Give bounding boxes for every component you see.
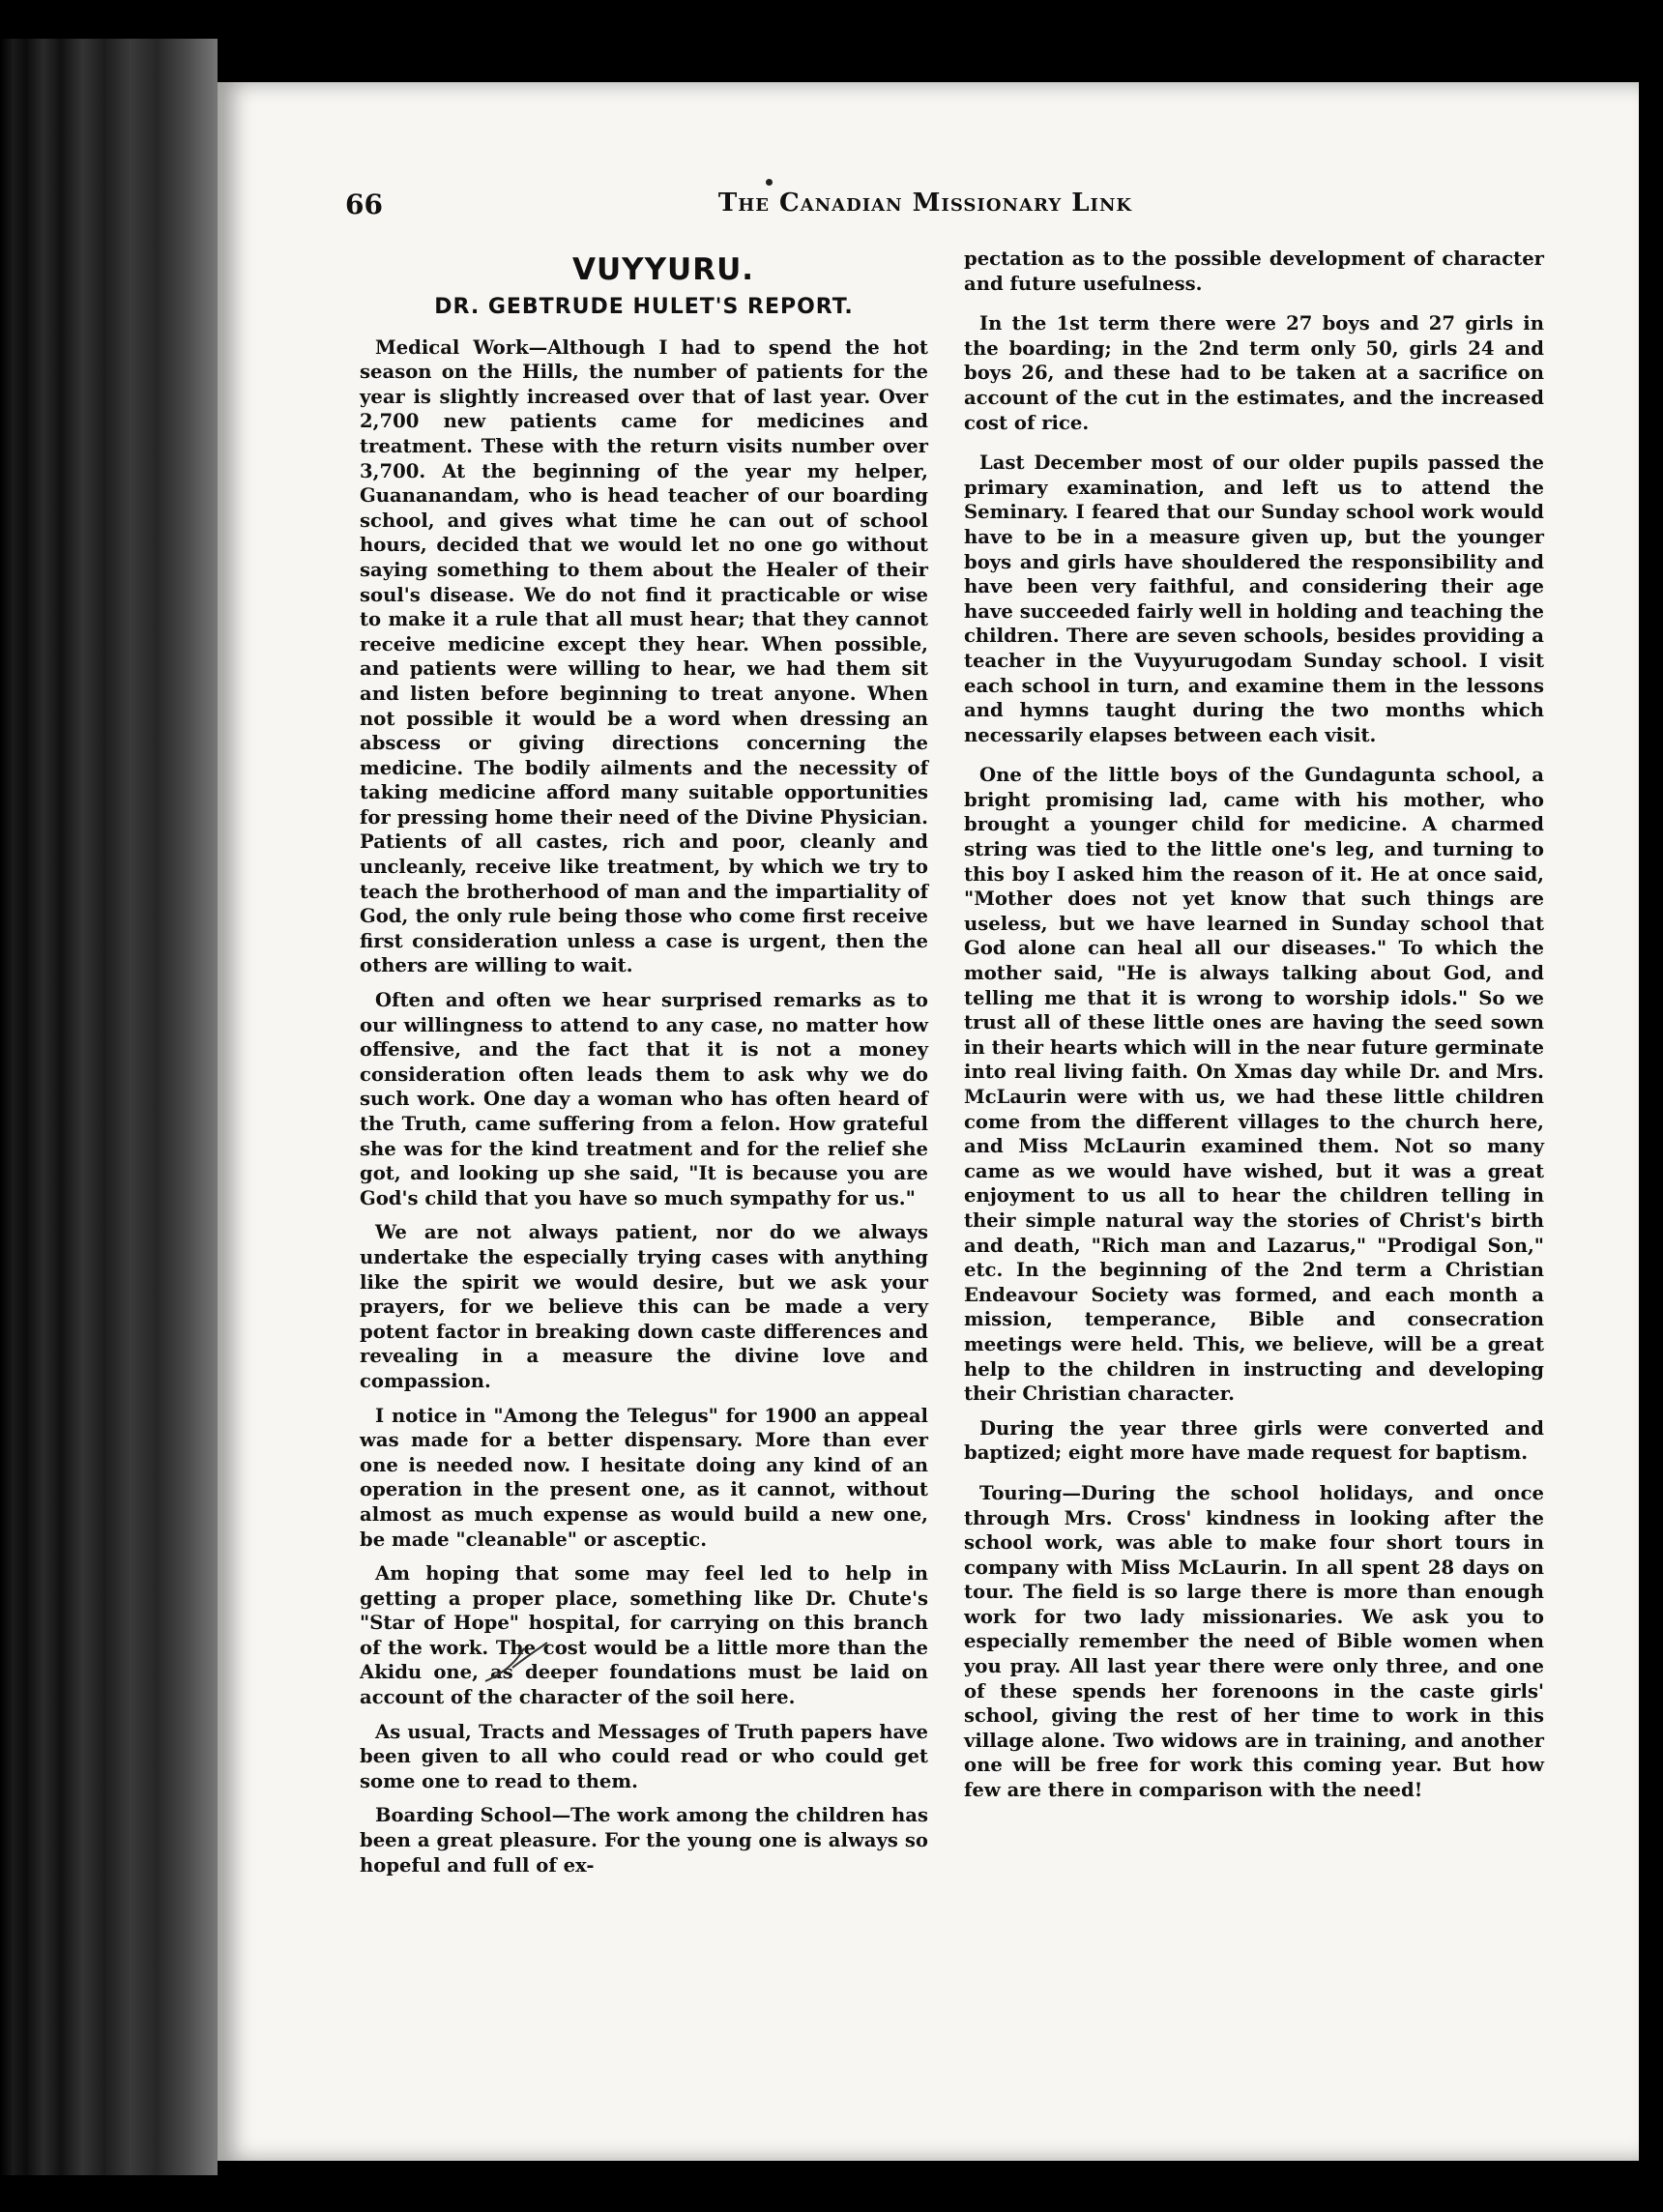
pencil-tick-mark <box>483 1639 551 1687</box>
paragraph: One of the little boys of the Gundagunta school, a bright promising lad, came with his mother, who brought a younger child for medicine. A charmed string was tied to the little one's leg, and turning to this boy I asked him the reason of it. He at once said, "Mother does not yet know that such things are useless, but we have learned in Sunday school that God alone can heal all our diseases." To which the mother said, "He is always talking about God, and telling me that it is wrong to worship idols." So we trust all of these little ones are having the seed sown in their hearts which will in the near future germinate into real living faith. On Xmas day while Dr. and Mrs. McLaurin were with us, we had these little children come from the different villages to the church here, and Miss McLaurin examined them. Not so many came as we would have wished, but it was a great enjoyment to us all to hear the children telling in their simple natural way the stories of Christ's birth and death, "Rich man and Lazarus," "Prodigal Son," etc. In the beginning of the 2nd term a Christian Endeavour Society was formed, and each month a mission, temperance, Bible and consecration meetings were held. This, we believe, will be a great help to the children in instructing and developing their Christian character. <box>964 764 1544 1406</box>
ink-speck <box>766 179 773 186</box>
paragraph: Medical Work—Although I had to spend the hot season on the Hills, the number of patients for the year is slightly increased over that of last year. Over 2,700 new patients came for medicines and treatment. These with the return visits number over 3,700. At the beginning of the year my helper, Guananandam, who is head teacher of our boarding school, and gives what time he can out of school hours, decided that we would let no one go without saying something to them about the Healer of their soul's disease. We do not find it practicable or wise to make it a rule that all must hear; that they cannot receive medicine except they hear. When possible, and patients were willing to hear, we had them sit and listen before beginning to treat anyone. When not possible it would be a word when dressing an abscess or giving directions concerning the medicine. The bodily ailments and the necessity of taking medicine afford many suitable opportunities for pressing home their need of the Divine Physician. Patients of all castes, rich and poor, cleanly and uncleanly, receive like treatment, by which we try to teach the brotherhood of man and the impartiality of God, the only rule being those who come first receive first consideration unless a case is urgent, then the others are willing to wait. <box>360 335 928 977</box>
journal-page <box>218 82 1639 2161</box>
paragraph: Often and often we hear surprised remarks as to our willingness to attend to any case, no matter how offensive, and the fact that it is not a money consideration often leads them to ask why we do such work. One day a woman who has often heard of the Truth, came suffering from a felon. How grateful she was for the kind treatment and for the relief she got, and looking up she said, "It is because you are God's child that you have so much sympathy for us." <box>360 989 928 1209</box>
right-column <box>964 247 1544 1813</box>
page-header <box>345 189 1505 227</box>
article-title: VUYYURU. <box>571 252 755 287</box>
paragraph: In the 1st term there were 27 boys and 27 girls in the boarding; in the 2nd term only 50, girls 24 and boys 26, and these had to be taken at a sacrifice on account of the cut in the estimates, and the increased cost of rice. <box>964 312 1544 434</box>
paragraph: Boarding School—The work among the children has been a great pleasure. For the young one is always so hopeful and full of ex- <box>360 1804 928 1877</box>
paragraph: Touring—During the school holidays, and once through Mrs. Cross' kindness in looking after the school work, was able to make four short tours in company with Miss McLaurin. In all spent 28 days on tour. The field is so large there is more than enough work for two lady missionaries. We ask you to especially remember the need of Bible women when you pray. All last year there were only three, and one of these spends her forenoons in the caste girls' school, giving the rest of her time to work in this village alone. Two widows are in training, and another one will be free for work this coming year. But how few are there in comparison with the need! <box>964 1481 1544 1802</box>
journal-title: The Canadian Missionary Link <box>717 189 1133 218</box>
paragraph: pectation as to the possible development of character and future usefulness. <box>964 247 1544 295</box>
book-page-edges <box>0 39 218 2175</box>
paragraph: I notice in "Among the Telegus" for 1900 an appeal was made for a better dispensary. More than ever one is needed now. I hesitate doing any kind of an operation in the present one, as it cannot, without almost as much expense as would build a new one, be made "cleanable" or asceptic. <box>360 1404 928 1551</box>
left-column <box>360 247 928 1887</box>
paragraph: Am hoping that some may feel led to help in getting a proper place, something like Dr. Chute's "Star of Hope" hospital, for carrying on this branch of the work. The cost would be a little more than the Akidu one, as deeper foundations must be laid on account of the character of the soil here. <box>360 1562 928 1709</box>
article-subtitle: DR. GEBTRUDE HULET'S REPORT. <box>434 295 854 319</box>
paragraph: Last December most of our older pupils passed the primary examination, and left us to attend the Seminary. I feared that our Sunday school work would have to be in a measure given up, but the younger boys and girls have shouldered the responsibility and have been very faithful, and considering their age have succeeded fairly well in holding and teaching the children. There are seven schools, besides providing a teacher in the Vuyyurugodam Sunday school. I visit each school in turn, and examine them in the lessons and hymns taught during the two months which necessarily elapses between each visit. <box>964 451 1544 746</box>
page-number: 66 <box>345 189 383 220</box>
paragraph: During the year three girls were converted and baptized; eight more have made request for baptism. <box>964 1416 1544 1465</box>
paragraph: We are not always patient, nor do we always undertake the especially trying cases with anything like the spirit we would desire, but we ask your prayers, for we believe this can be made a very potent factor in breaking down caste differences and revealing in a measure the divine love and compassion. <box>360 1221 928 1392</box>
paragraph: As usual, Tracts and Messages of Truth papers have been given to all who could read or who could get some one to read to them. <box>360 1720 928 1792</box>
